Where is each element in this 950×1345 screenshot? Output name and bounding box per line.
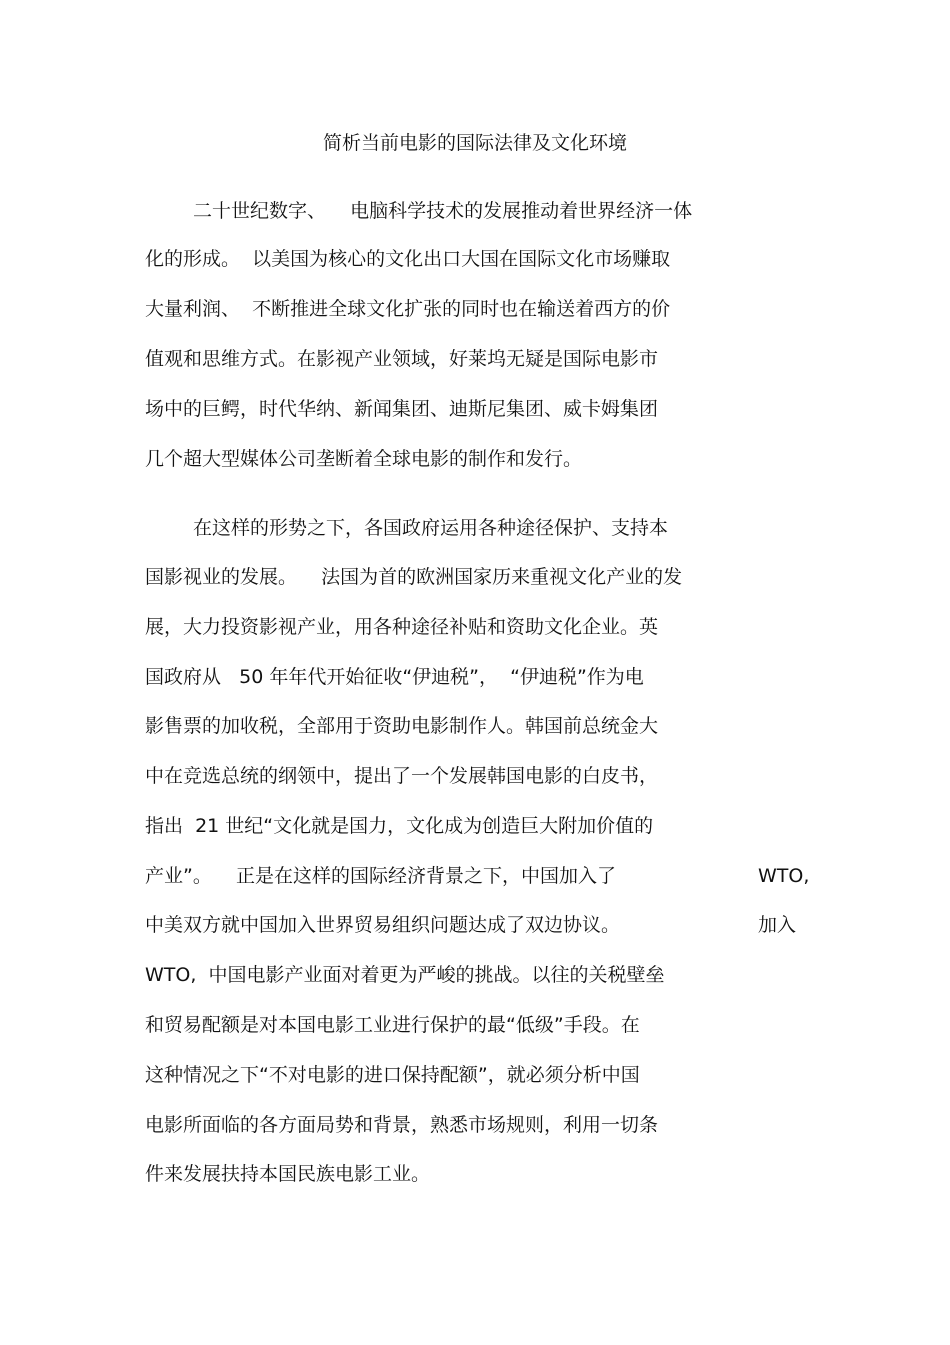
- paragraph-1-line-6: 几个超大型媒体公司垄断着全球电影的制作和发行。: [145, 448, 583, 470]
- paragraph-2-line-1: 在这样的形势之下，各国政府运用各种途径保护、支持本: [193, 517, 669, 539]
- paragraph-2-line-2: 国影视业的发展。 法国为首的欧洲国家历来重视文化产业的发: [145, 566, 683, 588]
- paragraph-2-line-9: 中美双方就中国加入世界贸易组织问题达成了双边协议。: [145, 914, 621, 936]
- paragraph-2-line-10: WTO, 中国电影产业面对着更为严峻的挑战。以往的关税壁垒: [145, 964, 665, 986]
- paragraph-2-line-4: 国政府从 50 年年代开始征收“伊迪税”， “伊迪税”作为电: [145, 666, 644, 688]
- paragraph-1-line-5: 场中的巨鳄，时代华纳、新闻集团、迪斯尼集团、威卡姆集团: [145, 398, 659, 420]
- paragraph-1-line-1: 二十世纪数字、 电脑科学技术的发展推动着世界经济一体: [193, 200, 693, 222]
- paragraph-2-line-14: 件来发展扶持本国民族电影工业。: [145, 1163, 431, 1185]
- paragraph-2-line-12: 这种情况之下“不对电影的进口保持配额”，就必须分析中国: [145, 1064, 640, 1086]
- paragraph-2-line-11: 和贸易配额是对本国电影工业进行保护的最“低级”手段。在: [145, 1014, 640, 1036]
- paragraph-2-line-7: 指出 21 世纪“文化就是国力，文化成为创造巨大附加价值的: [145, 815, 654, 837]
- paragraph-2-line-8: 产业”。 正是在这样的国际经济背景之下，中国加入了: [145, 865, 617, 887]
- paragraph-1-line-2: 化的形成。 以美国为核心的文化出口大国在国际文化市场赚取: [145, 248, 671, 270]
- wto-fragment: WTO,: [758, 865, 810, 887]
- paragraph-2-line-3: 展，大力投资影视产业，用各种途径补贴和资助文化企业。英: [145, 616, 659, 638]
- join-fragment: 加入: [758, 914, 797, 936]
- paragraph-1-line-4: 值观和思维方式。在影视产业领域，好莱坞无疑是国际电影市: [145, 348, 659, 370]
- paragraph-2-line-5: 影售票的加收税，全部用于资助电影制作人。韩国前总统金大: [145, 715, 659, 737]
- paragraph-2-line-6: 中在竞选总统的纲领中，提出了一个发展韩国电影的白皮书，: [145, 765, 659, 787]
- paragraph-2-line-13: 电影所面临的各方面局势和背景，熟悉市场规则，利用一切条: [145, 1114, 659, 1136]
- paragraph-1-line-3: 大量利润、 不断推进全球文化扩张的同时也在输送着西方的价: [145, 298, 671, 320]
- document-title: 简析当前电影的国际法律及文化环境: [322, 132, 627, 154]
